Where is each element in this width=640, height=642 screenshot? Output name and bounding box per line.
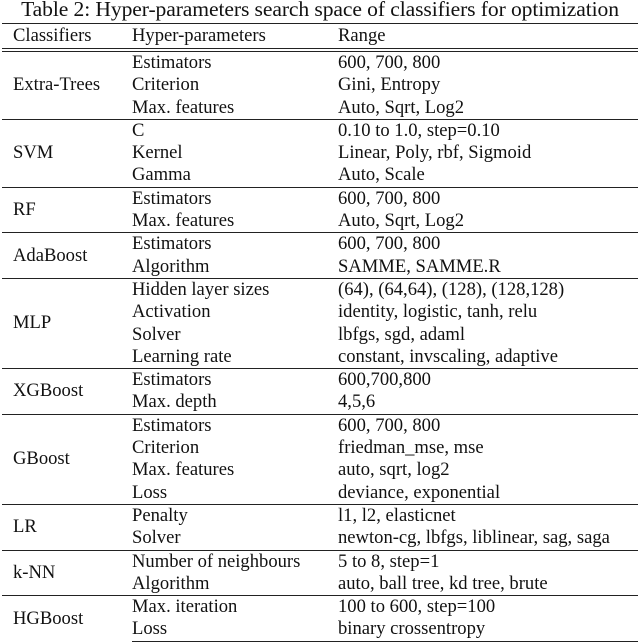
- table-row: [2, 596, 638, 619]
- hyper-parameter-cell: C: [132, 119, 338, 142]
- classifier-cell: LR: [2, 504, 132, 550]
- range-cell: 600, 700, 800: [338, 187, 638, 210]
- range-cell: binary crossentropy: [338, 618, 638, 641]
- hyper-parameter-cell: Gamma: [132, 164, 191, 186]
- hyper-parameter-cell: Loss: [132, 618, 338, 641]
- table-row: [2, 50, 638, 74]
- range-cell: Auto, Scale: [338, 164, 425, 186]
- range-cell: 4,5,6: [338, 391, 376, 413]
- hyper-parameter-cell: Number of neighbours: [132, 550, 338, 573]
- header-hyper-parameters: Hyper-parameters: [132, 24, 338, 51]
- hyper-parameter-cell: Estimators: [132, 233, 338, 256]
- table-body: [2, 50, 638, 641]
- range-cell: auto, sqrt, log2: [338, 459, 450, 481]
- range-cell: auto, ball tree, kd tree, brute: [338, 572, 548, 594]
- hyper-parameter-cell: Solver: [132, 323, 181, 345]
- range-cell: 600,700,800: [338, 369, 638, 392]
- range-cell: newton-cg, lbfgs, liblinear, sag, saga: [338, 527, 610, 549]
- header-row: [2, 24, 638, 51]
- hyper-parameter-cell: Estimators: [132, 50, 338, 74]
- range-cell: 600, 700, 800: [338, 414, 638, 437]
- range-cell: lbfgs, sgd, adaml: [338, 323, 466, 345]
- classifier-cell: SVM: [2, 119, 132, 187]
- classifier-cell: XGBoost: [2, 369, 132, 415]
- hyper-parameter-cell: Penalty: [132, 504, 338, 527]
- hyper-parameter-cell: Criterion: [132, 74, 200, 96]
- range-cell: SAMME, SAMME.R: [338, 255, 501, 277]
- hyper-parameter-cell: Estimators: [132, 369, 338, 392]
- classifier-cell: RF: [2, 187, 132, 233]
- hyper-parameter-cell: Estimators: [132, 414, 338, 437]
- hyper-parameter-cell: Loss: [132, 481, 168, 503]
- hyper-parameter-cell: Algorithm: [132, 572, 210, 594]
- range-cell: Auto, Sqrt, Log2: [338, 96, 465, 118]
- hyper-parameter-cell: Activation: [132, 301, 211, 323]
- header-classifiers: Classifiers: [2, 24, 132, 51]
- table-row: [2, 369, 638, 392]
- hyper-parameter-cell: Learning rate: [132, 345, 232, 367]
- header-range: Range: [338, 24, 638, 51]
- range-cell: constant, invscaling, adaptive: [338, 345, 558, 367]
- table-row: [2, 119, 638, 142]
- range-cell: Auto, Sqrt, Log2: [338, 210, 465, 232]
- hyperparameter-table: [2, 23, 638, 642]
- hyper-parameter-cell: Max. depth: [132, 391, 217, 413]
- range-cell: 0.10 to 1.0, step=0.10: [338, 119, 638, 142]
- hyper-parameter-cell: Hidden layer sizes: [132, 278, 338, 301]
- range-cell: 600, 700, 800: [338, 233, 638, 256]
- classifier-cell: MLP: [2, 278, 132, 368]
- hyper-parameter-cell: Max. features: [132, 96, 235, 118]
- hyper-parameter-cell: Max. features: [132, 210, 235, 232]
- range-cell: 5 to 8, step=1: [338, 550, 638, 573]
- classifier-cell: HGBoost: [2, 596, 132, 642]
- table-row: [2, 187, 638, 210]
- hyper-parameter-cell: Criterion: [132, 437, 200, 459]
- hyper-parameter-cell: Estimators: [132, 187, 338, 210]
- range-cell: (64), (64,64), (128), (128,128): [338, 278, 638, 301]
- range-cell: 600, 700, 800: [338, 50, 638, 74]
- range-cell: 100 to 600, step=100: [338, 596, 638, 619]
- range-cell: deviance, exponential: [338, 481, 501, 503]
- classifier-cell: k-NN: [2, 550, 132, 596]
- classifier-cell: AdaBoost: [2, 233, 132, 279]
- classifier-cell: Extra-Trees: [2, 50, 132, 119]
- range-cell: friedman_mse, mse: [338, 437, 484, 459]
- range-cell: identity, logistic, tanh, relu: [338, 301, 538, 323]
- hyper-parameter-cell: Kernel: [132, 142, 183, 164]
- hyper-parameter-cell: Max. iteration: [132, 596, 338, 619]
- table-caption: Table 2: Hyper-parameters search space of classifiers for optimization: [21, 0, 619, 21]
- range-cell: Linear, Poly, rbf, Sigmoid: [338, 142, 532, 164]
- classifier-cell: GBoost: [2, 414, 132, 504]
- range-cell: Gini, Entropy: [338, 74, 441, 96]
- table-row: [2, 504, 638, 527]
- hyper-parameter-cell: Solver: [132, 527, 181, 549]
- table-row: [2, 278, 638, 301]
- range-cell: l1, l2, elasticnet: [338, 504, 638, 527]
- table-row: [2, 233, 638, 256]
- hyper-parameter-cell: Max. features: [132, 459, 235, 481]
- hyper-parameter-cell: Algorithm: [132, 255, 210, 277]
- table-row: [2, 550, 638, 573]
- table-row: [2, 414, 638, 437]
